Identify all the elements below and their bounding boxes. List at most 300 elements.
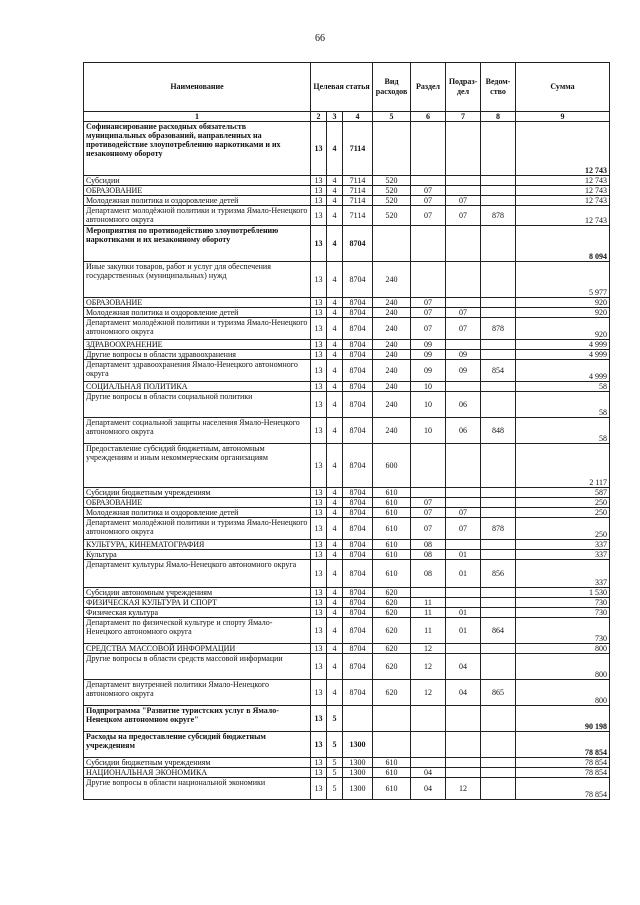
sum-value: 920: [516, 318, 610, 340]
target-article-part2: 5: [327, 768, 343, 778]
section: 07: [411, 186, 446, 196]
department-code: [481, 382, 516, 392]
sum-value: 920: [516, 308, 610, 318]
target-article-part3: 8704: [343, 350, 373, 360]
row-name: Физическая культура: [84, 608, 311, 618]
expense-type: 520: [373, 176, 411, 186]
column-index: 4: [343, 112, 373, 122]
target-article-part1: 13: [311, 608, 327, 618]
section: 12: [411, 680, 446, 706]
sum-value: 8 094: [516, 226, 610, 262]
department-code: [481, 488, 516, 498]
target-article-part1: 13: [311, 418, 327, 444]
sum-value: 730: [516, 598, 610, 608]
sum-value: 4 999: [516, 340, 610, 350]
target-article-part2: 4: [327, 318, 343, 340]
department-code: [481, 392, 516, 418]
target-article-part2: 4: [327, 598, 343, 608]
subsection: 07: [446, 196, 481, 206]
page-number: 66: [315, 33, 325, 44]
row-name: Иные закупки товаров, работ и услуг для обеспечения государственных (муниципальных) нужд: [84, 262, 311, 298]
row-name: Субсидии: [84, 176, 311, 186]
target-article-part2: 4: [327, 540, 343, 550]
subsection: 07: [446, 308, 481, 318]
table-row: [84, 498, 610, 508]
sum-value: 250: [516, 518, 610, 540]
section: 07: [411, 196, 446, 206]
department-code: [481, 340, 516, 350]
target-article-part2: 4: [327, 444, 343, 488]
sum-value: 78 854: [516, 732, 610, 758]
subsection: 01: [446, 608, 481, 618]
department-code: [481, 176, 516, 186]
target-article-part1: 13: [311, 508, 327, 518]
target-article-part2: 4: [327, 186, 343, 196]
expense-type: 610: [373, 550, 411, 560]
target-article-part2: 5: [327, 732, 343, 758]
target-article-part2: 4: [327, 176, 343, 186]
subsection: [446, 122, 481, 176]
row-name: ОБРАЗОВАНИЕ: [84, 498, 311, 508]
department-code: [481, 706, 516, 732]
subsection: [446, 298, 481, 308]
expense-type: 620: [373, 608, 411, 618]
table-row: [84, 122, 610, 176]
target-article-part1: 13: [311, 680, 327, 706]
expense-type: 600: [373, 444, 411, 488]
section: 12: [411, 654, 446, 680]
target-article-part1: 13: [311, 444, 327, 488]
section: [411, 706, 446, 732]
subsection: 04: [446, 680, 481, 706]
target-article-part2: 4: [327, 122, 343, 176]
expense-type: 620: [373, 644, 411, 654]
target-article-part3: 8704: [343, 680, 373, 706]
section: 04: [411, 778, 446, 800]
section: 04: [411, 768, 446, 778]
row-name: Департамент молодёжной политики и туризма Ямало-Ненецкого автономного округа: [84, 206, 311, 226]
section: [411, 226, 446, 262]
table-row: [84, 186, 610, 196]
table-row: [84, 540, 610, 550]
target-article-part1: 13: [311, 598, 327, 608]
section: [411, 588, 446, 598]
row-name: Другие вопросы в области здравоохранения: [84, 350, 311, 360]
row-name: Мероприятия по противодействию злоупотреблению наркотиками и их незаконному обороту: [84, 226, 311, 262]
subsection: 09: [446, 360, 481, 382]
expense-type: 620: [373, 654, 411, 680]
target-article-part1: 13: [311, 518, 327, 540]
target-article-part2: 4: [327, 262, 343, 298]
subsection: [446, 498, 481, 508]
target-article-part1: 13: [311, 758, 327, 768]
sum-value: 250: [516, 498, 610, 508]
target-article-part2: 4: [327, 644, 343, 654]
target-article-part3: 8704: [343, 308, 373, 318]
target-article-part3: 8704: [343, 618, 373, 644]
target-article-part1: 13: [311, 768, 327, 778]
section: 09: [411, 350, 446, 360]
target-article-part3: 7114: [343, 196, 373, 206]
target-article-part1: 13: [311, 360, 327, 382]
expense-type: 610: [373, 560, 411, 588]
expense-type: 240: [373, 262, 411, 298]
table-row: [84, 732, 610, 758]
expense-type: 610: [373, 540, 411, 550]
section: 07: [411, 498, 446, 508]
department-code: [481, 758, 516, 768]
target-article-part3: 8704: [343, 654, 373, 680]
section: 07: [411, 508, 446, 518]
section: 11: [411, 618, 446, 644]
table-row: [84, 196, 610, 206]
target-article-part3: 8704: [343, 488, 373, 498]
target-article-part3: 8704: [343, 418, 373, 444]
department-code: [481, 732, 516, 758]
expense-type: 610: [373, 508, 411, 518]
target-article-part1: 13: [311, 540, 327, 550]
column-index-row: [84, 112, 610, 122]
column-index: 3: [327, 112, 343, 122]
target-article-part1: 13: [311, 206, 327, 226]
section: 09: [411, 340, 446, 350]
sum-value: 2 117: [516, 444, 610, 488]
expense-type: [373, 706, 411, 732]
target-article-part3: 8704: [343, 608, 373, 618]
expense-type: 240: [373, 350, 411, 360]
column-index: 9: [516, 112, 610, 122]
section: [411, 122, 446, 176]
section: 12: [411, 644, 446, 654]
target-article-part2: 4: [327, 360, 343, 382]
target-article-part2: 4: [327, 608, 343, 618]
subsection: [446, 340, 481, 350]
subsection: [446, 176, 481, 186]
expense-type: 620: [373, 588, 411, 598]
target-article-part1: 13: [311, 560, 327, 588]
row-name: НАЦИОНАЛЬНАЯ ЭКОНОМИКА: [84, 768, 311, 778]
sum-value: 250: [516, 508, 610, 518]
expense-type: 620: [373, 598, 411, 608]
target-article-part3: 1300: [343, 778, 373, 800]
table-row: [84, 680, 610, 706]
section: 10: [411, 418, 446, 444]
target-article-part3: 7114: [343, 186, 373, 196]
sum-value: 4 999: [516, 360, 610, 382]
section: 07: [411, 298, 446, 308]
header-name: Наименование: [84, 63, 311, 112]
expense-type: 610: [373, 518, 411, 540]
table-row: [84, 768, 610, 778]
sum-value: 5 977: [516, 262, 610, 298]
row-name: Культура: [84, 550, 311, 560]
expense-type: 240: [373, 340, 411, 350]
target-article-part1: 13: [311, 644, 327, 654]
subsection: 07: [446, 206, 481, 226]
subsection: [446, 262, 481, 298]
budget-table: [83, 62, 610, 800]
target-article-part3: 8704: [343, 540, 373, 550]
table-row: [84, 360, 610, 382]
target-article-part1: 13: [311, 706, 327, 732]
sum-value: 78 854: [516, 778, 610, 800]
row-name: Софинансирование расходных обязательств муниципальных образований, направленных на противодействие злоупотреблению наркотиками и их незаконному обороту: [84, 122, 311, 176]
target-article-part1: 13: [311, 392, 327, 418]
section: [411, 488, 446, 498]
table-row: [84, 706, 610, 732]
target-article-part3: 8704: [343, 298, 373, 308]
target-article-part1: 13: [311, 778, 327, 800]
target-article-part2: 4: [327, 206, 343, 226]
expense-type: 610: [373, 778, 411, 800]
subsection: 01: [446, 560, 481, 588]
department-code: [481, 540, 516, 550]
department-code: [481, 122, 516, 176]
table-row: [84, 488, 610, 498]
expense-type: 240: [373, 418, 411, 444]
column-index: 8: [481, 112, 516, 122]
target-article-part1: 13: [311, 350, 327, 360]
header-target-article: Целевая статья: [311, 63, 373, 112]
section: 07: [411, 318, 446, 340]
target-article-part3: 8704: [343, 382, 373, 392]
target-article-part2: 4: [327, 518, 343, 540]
table-body: [84, 122, 610, 800]
target-article-part2: 4: [327, 298, 343, 308]
header-row: [84, 63, 610, 112]
subsection: [446, 540, 481, 550]
target-article-part1: 13: [311, 122, 327, 176]
target-article-part3: 8704: [343, 508, 373, 518]
sum-value: 730: [516, 608, 610, 618]
row-name: КУЛЬТУРА, КИНЕМАТОГРАФИЯ: [84, 540, 311, 550]
table-row: [84, 608, 610, 618]
target-article-part3: 8704: [343, 598, 373, 608]
target-article-part3: 8704: [343, 588, 373, 598]
target-article-part1: 13: [311, 196, 327, 206]
row-name: Департамент социальной защиты населения Ямало-Ненецкого автономного округа: [84, 418, 311, 444]
subsection: [446, 488, 481, 498]
target-article-part2: 4: [327, 680, 343, 706]
department-code: [481, 186, 516, 196]
expense-type: 520: [373, 206, 411, 226]
target-article-part1: 13: [311, 654, 327, 680]
sum-value: 730: [516, 618, 610, 644]
department-code: 865: [481, 680, 516, 706]
expense-type: 240: [373, 318, 411, 340]
target-article-part3: 1300: [343, 768, 373, 778]
department-code: [481, 262, 516, 298]
subsection: 07: [446, 518, 481, 540]
target-article-part3: 8704: [343, 318, 373, 340]
subsection: 09: [446, 350, 481, 360]
sum-value: 58: [516, 418, 610, 444]
sum-value: 1 530: [516, 588, 610, 598]
department-code: [481, 350, 516, 360]
sum-value: 920: [516, 298, 610, 308]
row-name: ОБРАЗОВАНИЕ: [84, 186, 311, 196]
subsection: [446, 382, 481, 392]
row-name: Молодежная политика и оздоровление детей: [84, 308, 311, 318]
sum-value: 12 743: [516, 196, 610, 206]
section: 10: [411, 382, 446, 392]
table-row: [84, 550, 610, 560]
table-row: [84, 298, 610, 308]
target-article-part2: 4: [327, 308, 343, 318]
section: 09: [411, 360, 446, 382]
row-name: Департамент внутренней политики Ямало-Ненецкого автономного округа: [84, 680, 311, 706]
target-article-part1: 13: [311, 340, 327, 350]
department-code: [481, 768, 516, 778]
target-article-part2: 4: [327, 392, 343, 418]
subsection: 12: [446, 778, 481, 800]
table-row: [84, 392, 610, 418]
row-name: Департамент молодёжной политики и туризма Ямало-Ненецкого автономного округа: [84, 518, 311, 540]
target-article-part2: 4: [327, 196, 343, 206]
department-code: 878: [481, 206, 516, 226]
target-article-part3: 8704: [343, 518, 373, 540]
target-article-part2: 4: [327, 654, 343, 680]
target-article-part3: 7114: [343, 176, 373, 186]
target-article-part3: 8704: [343, 360, 373, 382]
sum-value: 12 743: [516, 176, 610, 186]
target-article-part1: 13: [311, 308, 327, 318]
target-article-part2: 4: [327, 382, 343, 392]
subsection: 01: [446, 618, 481, 644]
target-article-part1: 13: [311, 298, 327, 308]
target-article-part1: 13: [311, 226, 327, 262]
section: 11: [411, 598, 446, 608]
target-article-part2: 4: [327, 588, 343, 598]
target-article-part2: 4: [327, 618, 343, 644]
expense-type: [373, 732, 411, 758]
target-article-part3: 7114: [343, 206, 373, 226]
sum-value: 12 743: [516, 122, 610, 176]
table-row: [84, 644, 610, 654]
target-article-part2: 4: [327, 340, 343, 350]
row-name: СРЕДСТВА МАССОВОЙ ИНФОРМАЦИИ: [84, 644, 311, 654]
row-name: Предоставление субсидий бюджетным, автономным учреждениям и иным некоммерческим организациям: [84, 444, 311, 488]
sum-value: 337: [516, 560, 610, 588]
column-index: 1: [84, 112, 311, 122]
department-code: [481, 644, 516, 654]
row-name: Субсидии автономным учреждениям: [84, 588, 311, 598]
department-code: [481, 226, 516, 262]
table-row: [84, 262, 610, 298]
row-name: Субсидии бюджетным учреждениям: [84, 758, 311, 768]
section: 10: [411, 392, 446, 418]
expense-type: 240: [373, 308, 411, 318]
section: 08: [411, 560, 446, 588]
section: [411, 176, 446, 186]
section: [411, 732, 446, 758]
header-subsection: Подраз-дел: [446, 63, 481, 112]
row-name: ФИЗИЧЕСКАЯ КУЛЬТУРА И СПОРТ: [84, 598, 311, 608]
row-name: Молодежная политика и оздоровление детей: [84, 508, 311, 518]
expense-type: 610: [373, 758, 411, 768]
expense-type: 610: [373, 498, 411, 508]
department-code: [481, 654, 516, 680]
subsection: 01: [446, 550, 481, 560]
subsection: 04: [446, 654, 481, 680]
target-article-part2: 4: [327, 550, 343, 560]
header-section: Раздел: [411, 63, 446, 112]
target-article-part2: 4: [327, 498, 343, 508]
subsection: [446, 758, 481, 768]
table-row: [84, 418, 610, 444]
target-article-part2: 5: [327, 706, 343, 732]
target-article-part1: 13: [311, 176, 327, 186]
header-department: Ведом-ство: [481, 63, 516, 112]
department-code: [481, 550, 516, 560]
row-name: ОБРАЗОВАНИЕ: [84, 298, 311, 308]
department-code: 864: [481, 618, 516, 644]
row-name: Подпрограмма "Развитие туристских услуг в Ямало-Ненецком автономном округе": [84, 706, 311, 732]
table-row: [84, 340, 610, 350]
expense-type: 620: [373, 618, 411, 644]
target-article-part1: 13: [311, 618, 327, 644]
expense-type: [373, 226, 411, 262]
row-name: Другие вопросы в области социальной политики: [84, 392, 311, 418]
target-article-part2: 5: [327, 778, 343, 800]
department-code: 856: [481, 560, 516, 588]
column-index: 7: [446, 112, 481, 122]
row-name: Молодежная политика и оздоровление детей: [84, 196, 311, 206]
target-article-part2: 4: [327, 226, 343, 262]
sum-value: 78 854: [516, 758, 610, 768]
sum-value: 800: [516, 644, 610, 654]
section: 07: [411, 308, 446, 318]
department-code: 878: [481, 518, 516, 540]
column-index: 2: [311, 112, 327, 122]
table-row: [84, 206, 610, 226]
department-code: [481, 598, 516, 608]
target-article-part2: 4: [327, 560, 343, 588]
table-row: [84, 508, 610, 518]
target-article-part2: 4: [327, 488, 343, 498]
sum-value: 90 198: [516, 706, 610, 732]
target-article-part1: 13: [311, 318, 327, 340]
department-code: 848: [481, 418, 516, 444]
target-article-part3: [343, 706, 373, 732]
sum-value: 587: [516, 488, 610, 498]
row-name: Другие вопросы в области национальной экономики: [84, 778, 311, 800]
expense-type: 610: [373, 768, 411, 778]
column-index: 6: [411, 112, 446, 122]
table-row: [84, 350, 610, 360]
subsection: [446, 226, 481, 262]
sum-value: 78 854: [516, 768, 610, 778]
target-article-part1: 13: [311, 186, 327, 196]
sum-value: 4 999: [516, 350, 610, 360]
row-name: Другие вопросы в области средств массовой информации: [84, 654, 311, 680]
sum-value: 58: [516, 382, 610, 392]
row-name: ЗДРАВООХРАНЕНИЕ: [84, 340, 311, 350]
table-row: [84, 618, 610, 644]
target-article-part3: 1300: [343, 758, 373, 768]
department-code: [481, 308, 516, 318]
target-article-part2: 5: [327, 758, 343, 768]
target-article-part3: 8704: [343, 226, 373, 262]
row-name: СОЦИАЛЬНАЯ ПОЛИТИКА: [84, 382, 311, 392]
target-article-part2: 4: [327, 508, 343, 518]
table-row: [84, 778, 610, 800]
target-article-part3: 8704: [343, 262, 373, 298]
table-row: [84, 598, 610, 608]
sum-value: 12 743: [516, 206, 610, 226]
department-code: [481, 608, 516, 618]
row-name: Департамент молодёжной политики и туризма Ямало-Ненецкого автономного округа: [84, 318, 311, 340]
